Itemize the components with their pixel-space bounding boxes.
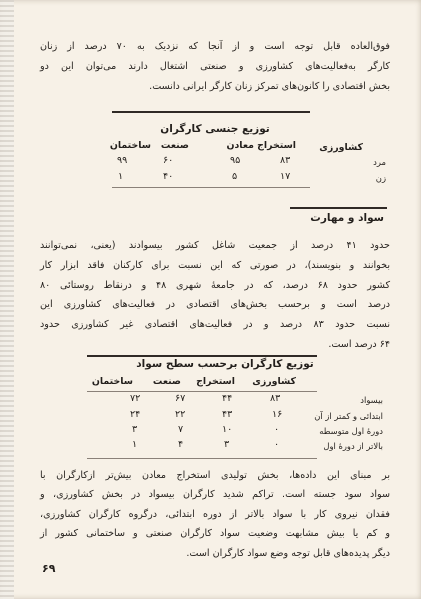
literacy-row-label-illiterate: بیسواد	[360, 395, 383, 405]
literacy-table-bottom-rule	[87, 458, 317, 459]
literacy-lower-secondary-agriculture: ۰	[274, 424, 280, 435]
gender-header-industry: صنعت	[160, 140, 189, 151]
gender-header-agriculture: کشاورزی	[319, 142, 363, 153]
page-number: ۶۹	[42, 562, 56, 575]
gender-female-construction: ۱	[118, 171, 124, 182]
literacy-line-5: نسبت حدود ۸۳ درصد و در فعالیت‌های اقتصادی غیر کشاورزی حدود	[40, 319, 391, 331]
binding-edge	[0, 0, 14, 599]
literacy-above-first-agriculture: ۰	[274, 439, 280, 450]
gender-table-bottom-rule	[112, 187, 310, 188]
literacy-illiterate-agriculture: ۸۳	[270, 393, 281, 404]
literacy-table-header-rule	[87, 391, 317, 392]
intro-line-2: کارگر به‌فعالیت‌های کشاورزی و صنعتی اشتغال دارند می‌توان این دو	[40, 61, 390, 72]
literacy-lower-secondary-mining: ۱۰	[222, 424, 233, 435]
closing-line-3: فقدان نیروی کار با سواد بالاتر از دوره ابتدائی، درگروه کارگران کشاورزی،	[40, 508, 390, 520]
intro-line-1: فوق‌العاده قابل توجه است و از آنجا که نزدیک به ۷۰ درصد از زنان	[40, 41, 390, 52]
closing-line-1: بر مبنای این داده‌ها، بخش تولیدی استخراج معادن بیش‌تر ازکارگران با	[40, 470, 390, 481]
gender-male-mining: ۹۵	[230, 155, 241, 166]
gender-female-agriculture: ۱۷	[280, 171, 291, 182]
gender-row-label-female: زن	[375, 173, 386, 183]
literacy-line-1: حدود ۴۱ درصد از جمعیت شاغل کشور بیسوادند (یعنی، نمی‌توانند	[40, 240, 390, 251]
literacy-row-label-primary: ابتدائی و کمتر از آن	[314, 411, 383, 421]
literacy-header-industry: صنعت	[152, 376, 181, 387]
literacy-primary-construction: ۲۴	[130, 409, 141, 420]
literacy-primary-industry: ۲۲	[175, 409, 186, 420]
gender-male-agriculture: ۸۳	[280, 155, 291, 166]
literacy-heading-rule	[290, 207, 387, 209]
literacy-above-first-industry: ۴	[178, 439, 184, 450]
literacy-above-first-construction: ۱	[132, 439, 138, 450]
literacy-line-6: ۶۴ درصد است.	[328, 338, 390, 350]
literacy-paragraph	[40, 236, 390, 355]
literacy-header-agriculture: کشاورزی	[252, 376, 296, 387]
literacy-line-3: کشور حدود ۶۸ درصد، که در جامعهٔ شهری ۴۸ و درنقاط روستائی ۸۰	[40, 279, 391, 291]
intro-line-3: بخش اقتصادی را کانون‌های تمرکز زنان کارگر ایرانی دانست.	[149, 81, 390, 92]
literacy-primary-agriculture: ۱۶	[272, 409, 283, 420]
literacy-line-4: درصد است و برحسب بخش‌های اقتصادی در فعالیت‌های کشاورزی این	[40, 299, 390, 311]
gender-female-industry: ۴۰	[163, 171, 174, 182]
gender-header-mining: استخراج معادن	[226, 140, 296, 151]
literacy-lower-secondary-industry: ۷	[178, 424, 184, 435]
closing-line-5: دیگر پدیده‌های قابل توجه وضع سواد کارگران است.	[186, 547, 390, 559]
literacy-lower-secondary-construction: ۳	[132, 424, 138, 435]
closing-paragraph	[40, 466, 390, 563]
gender-male-industry: ۶۰	[163, 155, 174, 166]
literacy-row-label-above-first: بالاتر از دورهٔ اول	[323, 441, 383, 451]
literacy-section-heading: سواد و مهارت	[310, 212, 384, 224]
literacy-primary-mining: ۴۳	[222, 409, 233, 420]
gender-table-title: توزیع جنسی کارگران	[160, 123, 270, 135]
literacy-table-top-rule	[87, 355, 317, 357]
gender-row-label-male: مرد	[373, 157, 386, 167]
closing-line-2: سواد سود جسته است. تراکم شدید کارگران بیسواد در بخش کشاورزی، و	[40, 489, 390, 501]
literacy-header-construction: ساختمان	[91, 376, 133, 387]
literacy-illiterate-mining: ۴۴	[222, 393, 233, 404]
gender-female-mining: ۵	[232, 171, 238, 182]
literacy-above-first-mining: ۳	[224, 439, 230, 450]
intro-paragraph	[40, 37, 390, 97]
gender-male-construction: ۹۹	[117, 155, 128, 166]
closing-line-4: و کم یا بیش مشابهت وضعیت سواد کارگران صنعتی و ساختمانی کشور از	[40, 528, 390, 540]
literacy-line-2: بخوانند و بنویسند)، در صورتی که این نسبت برای کارکنان فاقد ابزار کار	[40, 259, 390, 271]
gender-table-top-rule	[112, 111, 310, 113]
literacy-table-title: توزیع کارگران برحسب سطح سواد	[136, 358, 314, 370]
literacy-row-label-lower-secondary: دورهٔ اول متوسطه	[319, 426, 383, 436]
literacy-illiterate-construction: ۷۲	[130, 393, 141, 404]
literacy-header-mining: استخراج	[196, 376, 235, 387]
literacy-illiterate-industry: ۶۷	[175, 393, 186, 404]
gender-header-construction: ساختمان	[109, 140, 151, 151]
